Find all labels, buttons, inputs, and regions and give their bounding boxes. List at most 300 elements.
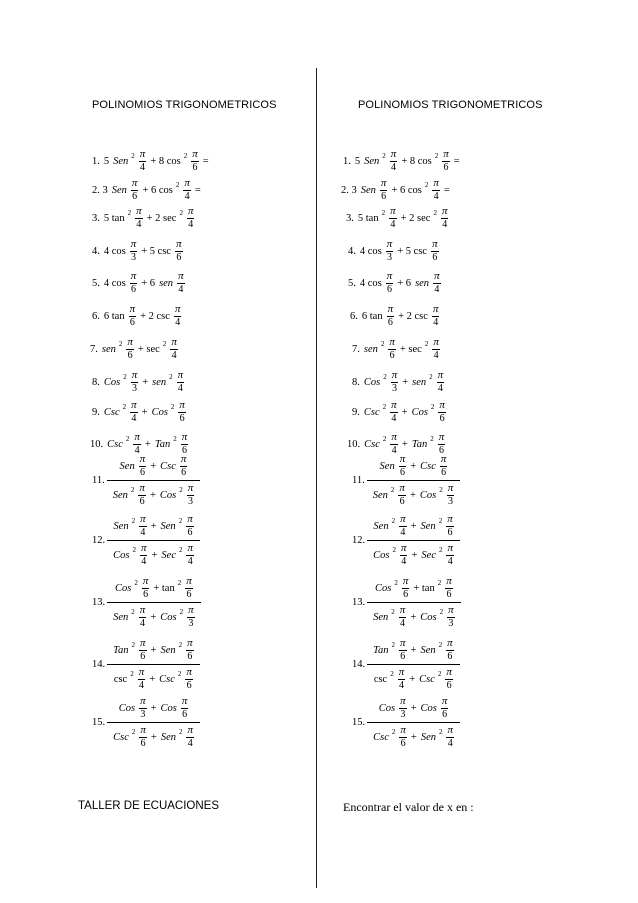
math-text: + 8 cos [150,155,181,167]
pi-fraction [380,178,388,202]
fraction-denominator: 4 [140,162,146,173]
fraction-denominator: 6 [140,738,146,749]
exponent: 2 [131,152,135,160]
fraction-denominator: 6 [441,467,447,478]
fraction-denominator: 3 [400,709,406,720]
fraction-bottom-expression [368,665,459,691]
trig-function: Csc [160,460,176,472]
fraction-numerator: π [400,542,407,554]
compound-fraction [367,454,460,507]
fraction-numerator: π [142,575,149,587]
fraction-numerator: π [433,177,439,189]
fraction-denominator: 6 [176,252,182,263]
fraction-numerator: π [402,575,409,587]
math-text: + [149,489,156,501]
fraction-numerator: π [441,205,448,217]
math-text: + [410,460,417,472]
math-text: + [410,731,417,743]
math-text: + tan [413,582,435,594]
trig-function: Cos [151,406,168,418]
problem-item [346,206,450,230]
exponent: 2 [179,608,184,616]
trig-function: Cos [411,406,428,418]
fraction-numerator: π [180,453,187,465]
fraction-top-expression [369,576,459,602]
fraction-denominator: 3 [447,496,453,507]
fraction-numerator: π [186,575,192,587]
trig-function: sen [412,376,427,388]
problem-item [92,178,203,202]
right-column-title: POLINOMIOS TRIGONOMETRICOS [358,99,543,111]
trig-function: sen [363,343,378,355]
pi-fraction [386,271,394,295]
trig-function: Tan [373,644,389,656]
problem-item [92,271,187,295]
pi-fraction [431,239,439,263]
math-text: + [402,376,409,388]
exponent: 2 [170,403,175,411]
problem-item [341,178,452,202]
pi-fraction [129,304,137,328]
exponent: 2 [127,209,132,217]
exponent: 2 [391,728,396,736]
pi-fraction [186,543,194,567]
pi-fraction [446,638,454,662]
pi-fraction [135,206,143,230]
pi-fraction [178,400,186,424]
problem-number: 12. [352,535,366,546]
fraction-denominator: 6 [387,317,393,328]
math-text: + [150,644,157,656]
fraction-denominator: 4 [433,350,439,361]
trig-function: Sen [160,731,176,743]
fraction-denominator: 4 [141,556,147,567]
pi-fraction [447,605,455,629]
compound-fraction [367,638,460,691]
fraction-denominator: 6 [381,191,387,202]
fraction-denominator: 6 [140,651,146,662]
pi-fraction [186,725,194,749]
trig-function: Csc [107,438,123,450]
fraction-numerator: π [184,177,190,189]
pi-fraction [398,667,406,691]
problem-item [352,400,448,424]
fraction-denominator: 6 [186,589,192,600]
exponent: 2 [391,608,395,616]
left-footer-heading: TALLER DE ECUACIONES [78,800,220,812]
problem-number: 14. [352,659,366,670]
problem-item [343,149,462,173]
fraction-numerator: π [441,695,448,707]
problem-number: 9. [352,406,360,418]
problem-number: 14. [92,659,106,670]
fraction-numerator: π [140,695,146,707]
pi-fraction [191,149,199,173]
fraction-denominator: 4 [178,284,184,295]
fraction-denominator: 4 [140,618,146,629]
exponent: 2 [429,373,433,381]
fraction-denominator: 4 [400,618,406,629]
fraction-numerator: π [187,724,193,736]
fraction-denominator: 3 [131,383,137,394]
fraction-numerator: π [380,177,387,189]
fraction-denominator: 4 [447,738,453,749]
fraction-numerator: π [187,205,194,217]
pi-fraction [441,696,449,720]
problem-number: 13. [352,597,366,608]
math-text: + [410,702,417,714]
pi-fraction [399,454,407,478]
trig-function: Csc [113,731,129,743]
math-text: = [453,155,460,167]
pi-fraction [391,370,399,394]
trig-function: sen [101,343,116,355]
right-footer-heading: Encontrar el valor de x en : [343,800,474,814]
trig-function: Sec [161,549,176,561]
pi-fraction [131,370,139,394]
fraction-denominator: 4 [187,738,193,749]
fraction-numerator: π [398,666,405,678]
fraction-numerator: π [400,637,406,649]
fraction-denominator: 3 [140,709,146,720]
fraction-numerator: π [391,431,397,443]
fraction-numerator: π [138,666,145,678]
math-text: + [410,611,417,623]
problem-item [352,370,446,394]
pi-fraction [433,271,441,295]
math-text: + [151,549,158,561]
math-text: + [150,460,157,472]
trig-function: Cos [160,611,177,623]
fraction-numerator: π [434,270,440,282]
problem-number: 1. [92,155,100,167]
compound-fraction [107,454,200,507]
fraction-bottom-expression [367,603,460,629]
math-text: + tan [153,582,175,594]
fraction-denominator: 6 [179,413,185,424]
exponent: 2 [437,579,442,587]
math-text: = [194,184,201,196]
problem-number: 3. [346,212,354,224]
trig-function: Sen [379,460,395,472]
pi-fraction [174,304,182,328]
fraction-numerator: π [386,270,393,282]
problem-number: 9. [92,406,100,418]
fraction-numerator: π [181,431,188,443]
fraction-top-expression [109,576,199,602]
fraction-denominator: 6 [446,589,452,600]
pi-fraction [442,149,450,173]
exponent: 2 [173,435,177,443]
trig-function: Csc [363,406,380,418]
trig-function: Cos [103,376,121,388]
pi-fraction [139,638,147,662]
fraction-denominator: 6 [446,680,452,691]
fraction-numerator: π [439,399,445,411]
exponent: 2 [382,152,386,160]
exponent: 2 [177,579,182,587]
fraction-numerator: π [187,482,194,494]
pi-fraction [142,576,150,600]
pi-fraction [180,454,188,478]
fraction-denominator: 3 [387,252,392,263]
fraction-numerator: π [433,336,439,348]
pi-fraction [139,454,147,478]
trig-function: Cos [373,549,390,561]
fraction-numerator: π [447,724,453,736]
exponent: 2 [380,340,385,348]
fraction-numerator: π [131,177,138,189]
math-text: + 2 csc [398,310,428,322]
math-text: + 8 cos [401,155,432,167]
pi-fraction [140,543,148,567]
trig-function: Csc [419,673,435,685]
pi-fraction [130,239,138,263]
fraction-denominator: 4 [401,556,407,567]
math-text: + 6 [141,277,156,289]
fraction-denominator: 4 [447,556,453,567]
trig-function: Cos [363,376,381,388]
fraction-numerator: π [443,148,449,160]
fraction-numerator: π [171,336,177,348]
problem-item [348,271,443,295]
pi-fraction [399,696,407,720]
pi-fraction [390,149,398,173]
fraction-numerator: π [139,148,146,160]
fraction-numerator: π [447,637,453,649]
exponent: 2 [382,435,387,443]
fraction-denominator: 6 [129,317,135,328]
fraction-denominator: 6 [181,467,187,478]
fraction-numerator: π [188,604,194,616]
problem-item [352,337,442,361]
fraction-numerator: π [130,238,137,250]
fraction-denominator: 6 [182,709,188,720]
fraction-bottom-expression [367,481,460,507]
fraction-numerator: π [129,303,136,315]
exponent: 2 [177,670,182,678]
pi-fraction [446,725,454,749]
pi-fraction [432,337,440,361]
problem-item [348,239,441,263]
fraction-denominator: 6 [387,284,392,295]
fraction-denominator: 6 [439,413,445,424]
fraction-numerator: π [391,399,397,411]
fraction-denominator: 6 [399,467,405,478]
exponent: 2 [382,403,387,411]
pi-fraction [139,605,147,629]
problem-number: 15. [352,717,366,728]
fraction-denominator: 4 [391,445,397,456]
pi-fraction [390,400,398,424]
pi-fraction [389,206,397,230]
pi-fraction [388,337,396,361]
trig-function: Csc [373,731,389,743]
pi-fraction [130,400,138,424]
fraction-numerator: π [187,513,193,525]
fraction-numerator: π [130,270,137,282]
problem-number: 10. [90,438,104,450]
math-text: + 2 csc [140,310,170,322]
pi-fraction [139,149,147,173]
fraction-denominator: 4 [131,413,137,424]
fraction-numerator: π [134,431,140,443]
fraction-numerator: π [390,148,397,160]
fraction-denominator: 3 [391,383,397,394]
fraction-numerator: π [391,369,398,381]
pi-fraction [187,483,195,507]
exponent: 2 [390,670,394,678]
fraction-denominator: 4 [138,680,144,691]
pi-fraction [187,605,195,629]
math-text: 5 [354,155,361,167]
problem-item [347,432,447,456]
pi-fraction [447,483,455,507]
fraction-bottom-expression [107,541,200,567]
trig-function: Tan [411,438,428,450]
fraction-bottom-expression [108,665,199,691]
exponent: 2 [424,181,429,189]
exponent: 2 [123,373,127,381]
fraction-numerator: π [448,604,454,616]
problem-item [352,454,460,507]
exponent: 2 [131,608,135,616]
problem-number: 4. [92,245,100,257]
fraction-denominator: 4 [433,191,439,202]
math-text: + 5 csc [141,245,172,257]
pi-fraction [185,667,193,691]
trig-function: Csc [364,438,380,450]
fraction-numerator: π [432,238,438,250]
compound-fraction [367,514,460,567]
problem-item [92,696,200,749]
fraction-numerator: π [432,303,439,315]
fraction-bottom-expression [107,723,200,749]
pi-fraction [446,514,454,538]
pi-fraction [399,725,407,749]
fraction-top-expression [374,454,454,480]
fraction-numerator: π [438,431,445,443]
exponent: 2 [438,546,443,554]
trig-function: Sen [160,520,176,532]
math-text: + [409,489,416,501]
problem-number: 1. [343,155,351,167]
exponent: 2 [178,641,183,649]
compound-fraction [107,514,200,567]
fraction-numerator: π [174,303,181,315]
exponent: 2 [439,486,443,494]
fraction-denominator: 6 [131,284,136,295]
trig-function: Sen [373,520,389,532]
problem-item [92,304,183,328]
trig-function: Sec [421,549,436,561]
exponent: 2 [130,670,134,678]
problem-number: 15. [92,717,106,728]
math-text: 5 tan [357,212,379,224]
fraction-numerator: π [389,336,395,348]
fraction-denominator: 6 [186,680,192,691]
fraction-top-expression [367,514,459,540]
pi-fraction [187,206,195,230]
problem-number: 11. [92,475,105,486]
exponent: 2 [131,641,136,649]
problem-item [352,696,460,749]
trig-function: sen [159,277,174,289]
fraction-numerator: π [140,724,146,736]
trig-function: Cos [159,489,177,501]
exponent: 2 [134,579,138,587]
problem-item [350,304,441,328]
trig-function: Sen [111,184,127,196]
fraction-denominator: 6 [187,527,193,538]
pi-fraction [138,483,146,507]
problem-item [92,576,201,629]
fraction-numerator: π [140,513,146,525]
exponent: 2 [122,403,127,411]
problem-item [92,370,186,394]
compound-fraction [107,576,200,629]
fraction-denominator: 4 [134,445,140,456]
fraction-denominator: 4 [433,317,439,328]
trig-function: Cos [374,582,392,594]
left-column-title: POLINOMIOS TRIGONOMETRICOS [92,99,277,111]
pi-fraction [399,514,407,538]
fraction-bottom-expression [107,481,200,507]
trig-function: Cos [419,489,437,501]
fraction-numerator: π [446,666,452,678]
exponent: 2 [178,517,183,525]
fraction-denominator: 6 [438,445,444,456]
exponent: 2 [131,517,136,525]
fraction-denominator: 4 [136,219,142,230]
trig-function: sen [152,376,167,388]
pi-fraction [139,514,147,538]
compound-fraction [107,696,200,749]
fraction-denominator: 6 [139,467,145,478]
exponent: 2 [178,546,183,554]
fraction-denominator: 4 [442,219,448,230]
math-text: 4 cos [359,277,382,289]
pi-fraction [170,337,178,361]
problem-item [92,206,196,230]
pi-fraction [400,543,408,567]
fraction-numerator: π [181,695,188,707]
fraction-numerator: π [390,205,396,217]
math-text: + 6 cos [142,184,173,196]
math-text: + [144,438,151,450]
trig-function: Tan [154,438,171,450]
math-text: 6 tan [103,310,125,322]
trig-function: Sen [113,520,129,532]
fraction-denominator: 6 [192,162,198,173]
fraction-denominator: 4 [184,191,190,202]
problem-number: 8. [92,376,100,388]
math-text: + [401,438,408,450]
pi-fraction [139,696,147,720]
pi-fraction [126,337,134,361]
fraction-numerator: π [447,482,454,494]
trig-function: Sen [364,155,380,167]
fraction-denominator: 6 [400,651,406,662]
exponent: 2 [439,608,444,616]
math-text: + [150,731,157,743]
fraction-denominator: 4 [171,350,177,361]
pi-fraction [437,370,445,394]
trig-function: Sen [420,731,436,743]
problem-number: 5. [92,277,100,289]
math-text: + [401,406,408,418]
math-text: + [411,549,418,561]
